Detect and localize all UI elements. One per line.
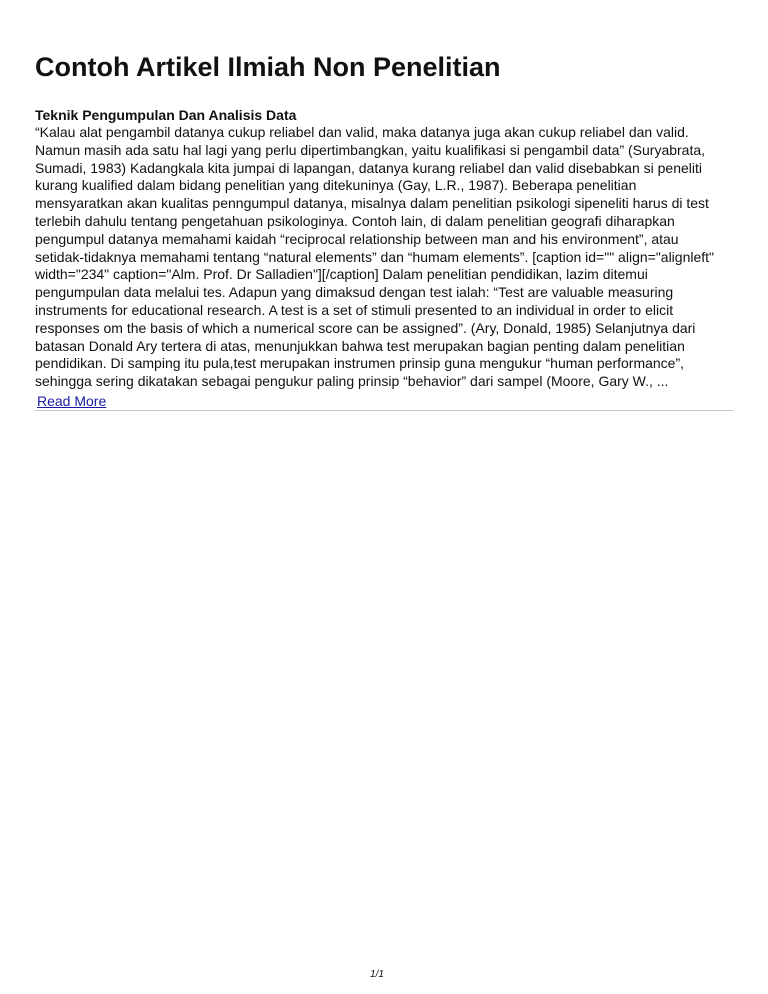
article-excerpt bbox=[35, 106, 735, 411]
divider bbox=[35, 410, 733, 411]
article-heading: Teknik Pengumpulan Dan Analisis Data bbox=[35, 107, 297, 123]
read-more-link[interactable]: Read More bbox=[37, 392, 107, 409]
page-number: 1/1 bbox=[370, 969, 384, 980]
page-title: Contoh Artikel Ilmiah Non Penelitian bbox=[35, 52, 501, 82]
article-body: “Kalau alat pengambil datanya cukup reliabel dan valid, maka datanya juga akan cukup reliabel dan valid. Namun masih ada satu hal lagi yang perlu dipertimbangkan, yaitu kualifikasi si pengambil data” (Suryabrata, Sumadi, 1983) Kadangkala kita jumpai di lapangan, datanya kurang reliabel dan valid disebabkan si peneliti kurang kualified dalam bidang penelitian yang ditekuninya (Gay, L.R., 1987). Beberapa penelitian mensyaratkan akan kualitas penngumpul datanya, misalnya dalam penelitian psikologi sipeneliti harus di test terlebih dahulu tentang pengetahuan psikologinya. Contoh lain, di dalam penelitian geografi diharapkan pengumpul datanya memahami kaidah “reciprocal relationship between man and his environment”, atau setidak-tidaknya memahami tentang “natural elements” dan “humam elements”. [caption id="" align="alignleft" width="234" caption="Alm. Prof. Dr Salladien"][/caption] Dalam penelitian pendidikan, lazim ditemui pengumpulan data melalui tes. Adapun yang dimaksud dengan test ialah: “Test are valuable measuring instruments for educational research. A test is a set of stimuli presented to an individual in order to elicit responses om the basis of which a numerical score can be assigned”. (Ary, Donald, 1985) Selanjutnya dari batasan Donald Ary tertera di atas, menunjukkan bahwa test merupakan bagian penting dalam penelitian pendidikan. Di samping itu pula,test merupakan instrumen prinsip guna mengukur “human performance”, sehingga sering dikatakan sebagai pengukur paling prinsip “behavior” dari sampel (Moore, Gary W., ... bbox=[35, 124, 715, 390]
